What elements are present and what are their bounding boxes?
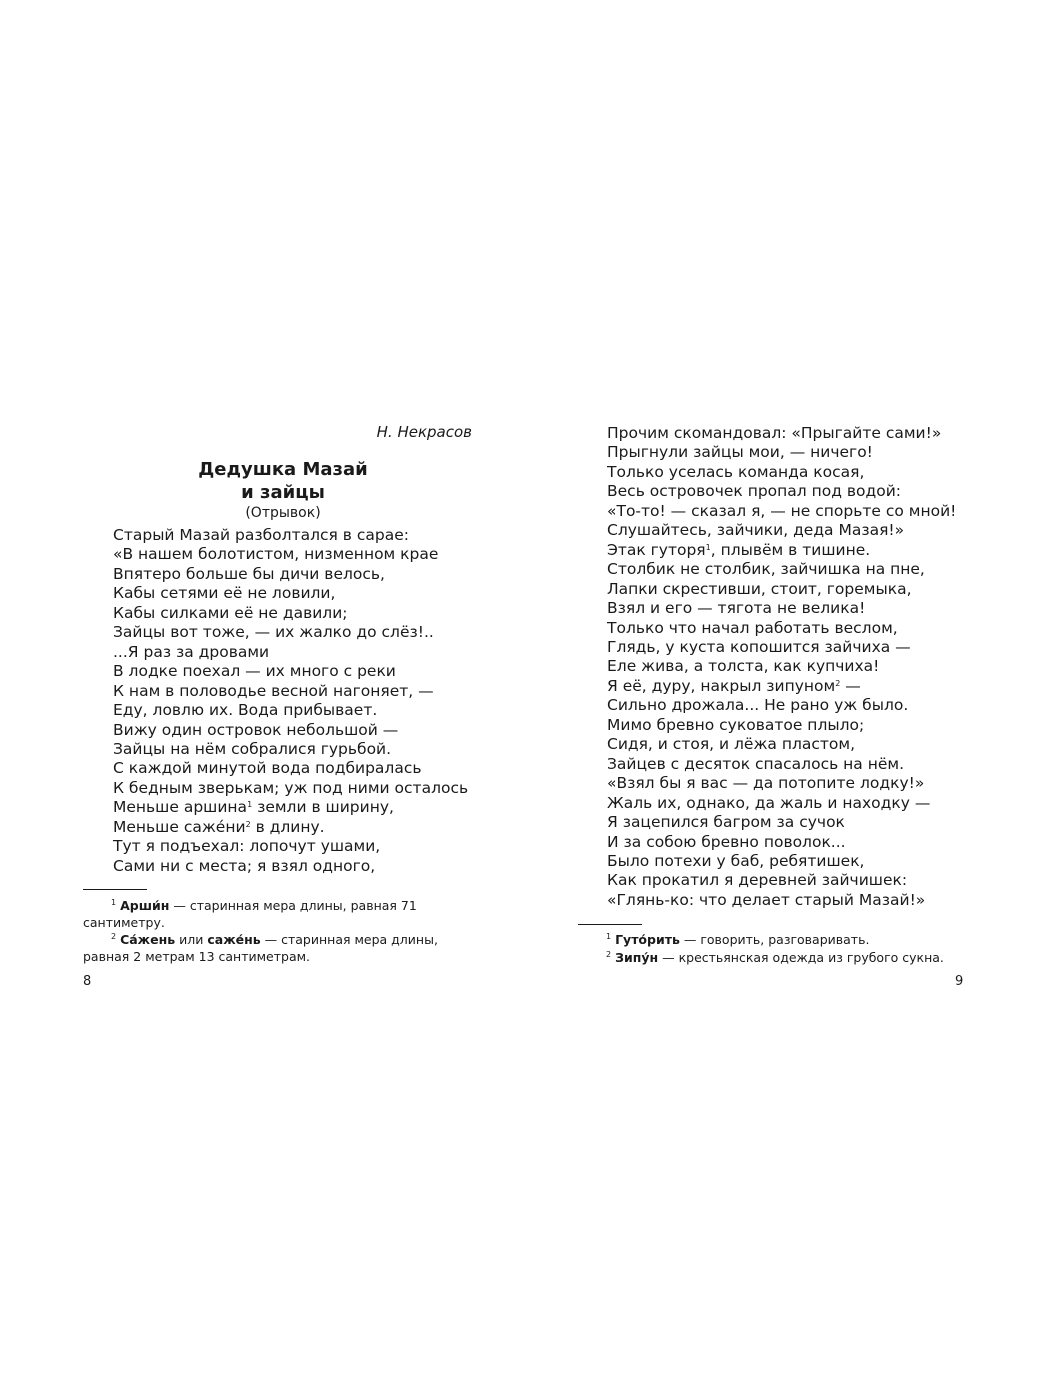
verse-line — [113, 798, 468, 817]
verse-line — [607, 871, 956, 890]
verse-line — [607, 891, 956, 910]
verse-text-after: земли в ширину, — [252, 798, 394, 817]
verse-line — [113, 779, 468, 798]
verse-line — [607, 813, 956, 832]
verse-text: К нам в половодье весной нагоняет, — — [113, 681, 434, 700]
verse-text-after: в длину. — [250, 817, 325, 836]
footnote-rule-right — [578, 924, 642, 925]
poem-subtitle: (Отрывок) — [245, 505, 321, 521]
verse-line — [607, 599, 956, 618]
verse-line — [607, 716, 956, 735]
verse-text: Столбик не столбик, зайчишка на пне, — [607, 560, 925, 579]
footnote-term: Арши́н — [120, 898, 170, 913]
footnote-number: 2 — [606, 949, 612, 959]
verse-line — [607, 735, 956, 754]
footnote-ref: 1 — [705, 542, 711, 552]
verse-text: ...Я раз за дровами — [113, 642, 270, 661]
verse-line — [607, 696, 956, 715]
verse-text: Зайцев с десяток спасалось на нём. — [607, 754, 905, 773]
verse-text: «В нашем болотистом, низменном крае — [113, 545, 439, 564]
page-number-right: 9 — [955, 974, 964, 989]
verse-text: Как прокатил я деревней зайчишек: — [607, 871, 908, 890]
footnote-definition: — старинная мера длины, равная 71 сантиметру. — [83, 898, 417, 930]
verse-line — [113, 643, 468, 662]
verse-text: Жаль их, однако, да жаль и находку — — [607, 793, 931, 812]
footnote — [578, 950, 958, 967]
verse-line — [607, 833, 956, 852]
footnote-number: 1 — [606, 932, 612, 941]
footnote-term: Зипу́н — [615, 949, 659, 965]
verse-text: Кабы силками её не давили; — [113, 603, 348, 622]
footnote-number: 2 — [111, 932, 117, 941]
verse-line — [113, 740, 468, 759]
verse-text: Прыгнули зайцы мои, — ничего! — [607, 443, 873, 462]
footnote-number: 1 — [111, 898, 117, 907]
footnotes-right — [578, 932, 958, 967]
verse-line — [607, 755, 956, 774]
verse-text: Я её, дуру, накрыл зипуном — [607, 676, 836, 695]
verse-text: Впятеро больше бы дичи велось, — [113, 564, 385, 583]
verse-line — [607, 774, 956, 793]
verse-text: Еду, ловлю их. Вода прибывает. — [113, 701, 378, 720]
verse-line — [607, 521, 956, 540]
verse-line — [607, 443, 956, 462]
footnote-ref: 2 — [245, 819, 251, 829]
footnote — [83, 898, 473, 931]
footnote-definition: — крестьянская одежда из грубого сукна. — [658, 949, 944, 965]
verse-text: Я зацепился багром за сучок — [607, 813, 845, 832]
footnote — [578, 932, 958, 949]
verse-line — [607, 541, 956, 560]
verse-text: Зайцы вот тоже, — их жалко до слёз!.. — [113, 623, 434, 642]
footnote-term: Гуто́рить — [615, 932, 680, 947]
verse-text-after: — — [840, 676, 861, 695]
verse-line — [113, 623, 468, 642]
verse-line — [113, 701, 468, 720]
verse-line — [607, 424, 956, 443]
verse-text: Лапки скрестивши, стоит, горемыка, — [607, 579, 912, 598]
verse-text: «Глянь-ко: что делает старый Мазай!» — [607, 890, 926, 909]
verse-line — [607, 677, 956, 696]
poem-title-line-2: и зайцы — [241, 482, 325, 503]
verse-line — [113, 584, 468, 603]
verse-text: Слушайтесь, зайчики, деда Мазая!» — [607, 521, 905, 540]
verse-line — [607, 482, 956, 501]
verse-left — [113, 526, 468, 876]
verse-line — [607, 657, 956, 676]
verse-text: Мимо бревно суковатое плыло; — [607, 715, 865, 734]
verse-line — [607, 794, 956, 813]
footnote — [83, 932, 473, 965]
poem-title-line-1: Дедушка Мазай — [198, 459, 368, 480]
verse-text: Меньше саже́ни — [113, 817, 246, 836]
verse-line — [113, 759, 468, 778]
verse-line — [607, 463, 956, 482]
verse-text: Весь островочек пропал под водой: — [607, 482, 902, 501]
footnote-connector: или — [175, 932, 208, 947]
footnote-ref: 2 — [835, 678, 841, 688]
author-name: Н. Некрасов — [376, 423, 472, 441]
verse-text: «Взял бы я вас — да потопите лодку!» — [607, 774, 925, 793]
verse-line — [607, 502, 956, 521]
verse-line — [607, 638, 956, 657]
verse-text: Было потехи у баб, ребятишек, — [607, 851, 865, 870]
verse-line — [113, 818, 468, 837]
verse-line — [113, 857, 468, 876]
verse-text: Взял и его — тягота не велика! — [607, 599, 866, 618]
verse-line — [607, 560, 956, 579]
verse-line — [113, 545, 468, 564]
verse-text: Этак гуторя — [607, 540, 706, 559]
verse-right — [607, 424, 956, 910]
verse-line — [113, 837, 468, 856]
verse-text: К бедным зверькам; уж под ними осталось — [113, 778, 469, 797]
verse-line — [113, 721, 468, 740]
verse-line — [607, 852, 956, 871]
verse-text: И за собою бревно поволок... — [607, 832, 846, 851]
verse-text: Тут я подъехал: лопочут ушами, — [113, 837, 381, 856]
verse-text: Только уселась команда косая, — [607, 462, 865, 481]
footnote-rule-left — [83, 889, 147, 890]
verse-line — [113, 565, 468, 584]
verse-text: С каждой минутой вода подбиралась — [113, 759, 422, 778]
page-number-left: 8 — [83, 974, 92, 989]
verse-text: Еле жива, а толста, как купчиха! — [607, 657, 880, 676]
verse-text: Старый Мазай разболтался в сарае: — [113, 526, 409, 544]
footnote-term-alt: саже́нь — [207, 932, 261, 947]
footnote-definition: — старинная мера длины, равная 2 метрам 13 сантиметрам. — [83, 932, 438, 964]
poem-title — [150, 458, 416, 504]
verse-text: «То-то! — сказал я, — не спорьте со мной! — [607, 501, 957, 520]
verse-text: Только что начал работать веслом, — [607, 618, 898, 637]
verse-text: Сильно дрожала... Не рано уж было. — [607, 696, 909, 715]
verse-text: Зайцы на нём собралися гурьбой. — [113, 739, 392, 758]
verse-text: В лодке поехал — их много с реки — [113, 662, 396, 681]
verse-text: Меньше аршина — [113, 798, 248, 817]
verse-line — [113, 526, 468, 545]
verse-text: Глядь, у куста копошится зайчиха — — [607, 637, 911, 656]
verse-text: Сами ни с места; я взял одного, — [113, 856, 376, 875]
verse-text: Сидя, и стоя, и лёжа пластом, — [607, 735, 856, 754]
verse-line — [113, 604, 468, 623]
verse-line — [113, 682, 468, 701]
footnote-term: Са́жень — [120, 932, 176, 947]
verse-text: Вижу один островок небольшой — — [113, 720, 399, 739]
verse-text: Прочим скомандовал: «Прыгайте сами!» — [607, 424, 942, 442]
verse-line — [113, 662, 468, 681]
footnote-definition: — говорить, разговаривать. — [679, 932, 870, 947]
verse-text: Кабы сетями её не ловили, — [113, 584, 336, 603]
verse-text-after: , плывём в тишине. — [710, 540, 871, 559]
footnotes-left — [83, 898, 473, 966]
footnote-ref: 1 — [247, 800, 253, 810]
verse-line — [607, 619, 956, 638]
verse-line — [607, 580, 956, 599]
